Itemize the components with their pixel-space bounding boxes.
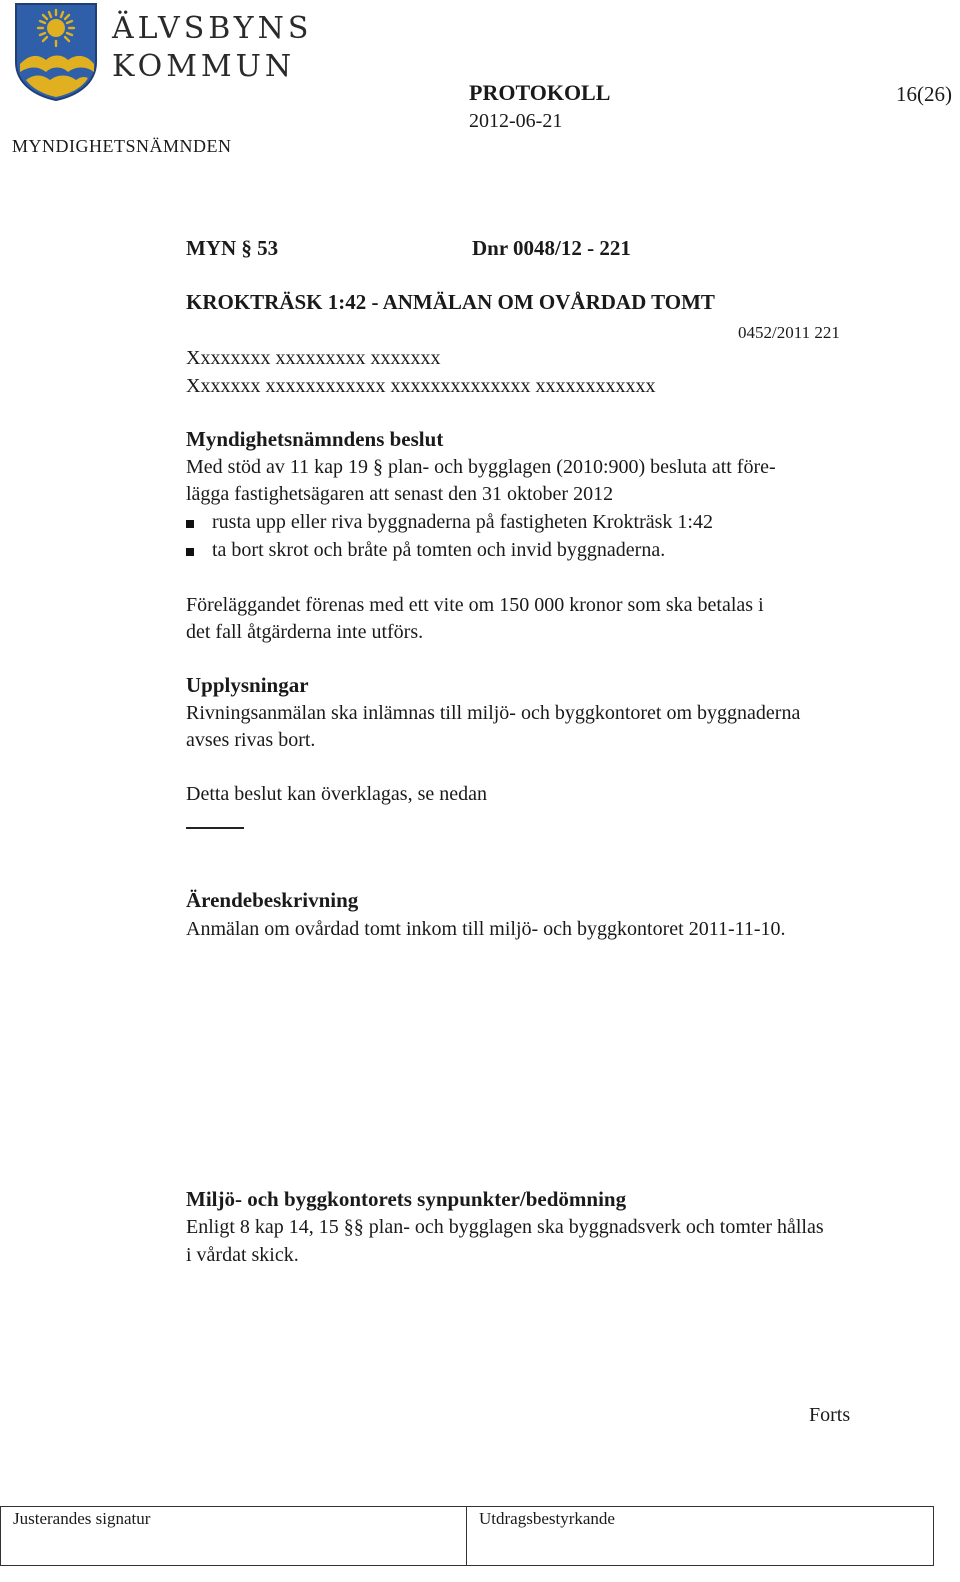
municipality-name-line2: KOMMUN (112, 49, 296, 84)
continuation-note: Forts (809, 1404, 851, 1426)
municipality-name-line1: ÄLVSBYNS (112, 11, 313, 46)
description-heading: Ärendebeskrivning (186, 888, 359, 912)
page-number: 16(26) (896, 82, 952, 106)
certification-cell[interactable] (467, 1507, 933, 1565)
section-divider (186, 827, 244, 829)
document-type: PROTOKOLL (469, 80, 611, 105)
penalty-line-2: det fall åtgärderna inte utförs. (186, 621, 424, 643)
information-heading: Upplysningar (186, 673, 309, 697)
appeal-note: Detta beslut kan överklagas, se nedan (186, 783, 488, 805)
assessment-line-1: Enligt 8 kap 14, 15 §§ plan- och bygglagen ska byggnadsverk och tomter hållas (186, 1216, 824, 1238)
signature-cell[interactable] (1, 1507, 467, 1565)
department-name: MYNDIGHETSNÄMNDEN (12, 136, 232, 156)
assessment-line-2: i vårdat skick. (186, 1244, 299, 1266)
case-number: Dnr 0048/12 - 221 (472, 236, 631, 260)
redacted-line-2: Xxxxxxx xxxxxxxxxxxx xxxxxxxxxxxxxx xxxxxxxxxxxx (186, 375, 656, 397)
section-number: MYN § 53 (186, 236, 279, 260)
signature-label: Justerandes signatur (13, 1509, 151, 1528)
assessment-heading: Miljö- och byggkontorets synpunkter/bedömning (186, 1187, 627, 1211)
decision-bullet-2: ta bort skrot och bråte på tomten och invid byggnaderna. (186, 537, 926, 565)
information-line-1: Rivningsanmälan ska inlämnas till miljö- och byggkontoret om byggnaderna (186, 702, 801, 724)
penalty-line-1: Föreläggandet förenas med ett vite om 150 000 kronor som ska betalas i (186, 594, 764, 616)
redacted-line-1: Xxxxxxxx xxxxxxxxx xxxxxxx (186, 347, 441, 369)
certification-label: Utdragsbestyrkande (479, 1509, 615, 1528)
decision-heading: Myndighetsnämndens beslut (186, 427, 444, 451)
case-title: KROKTRÄSK 1:42 - ANMÄLAN OM OVÅRDAD TOMT (186, 290, 715, 314)
municipality-coat-of-arms (14, 2, 98, 102)
signature-footer (0, 1506, 934, 1566)
information-line-2: avses rivas bort. (186, 729, 316, 751)
reference-number: 0452/2011 221 (738, 323, 840, 342)
decision-intro-line-1: Med stöd av 11 kap 19 § plan- och bygglagen (2010:900) besluta att före- (186, 456, 776, 478)
document-date: 2012-06-21 (469, 110, 563, 132)
decision-intro-line-2: lägga fastighetsägaren att senast den 31 oktober 2012 (186, 483, 614, 505)
municipality-name (112, 10, 312, 86)
description-text: Anmälan om ovårdad tomt inkom till miljö- och byggkontoret 2011-11-10. (186, 918, 786, 940)
decision-bullet-1: rusta upp eller riva byggnaderna på fastigheten Krokträsk 1:42 (186, 509, 926, 537)
decision-bullet-list (186, 509, 926, 564)
